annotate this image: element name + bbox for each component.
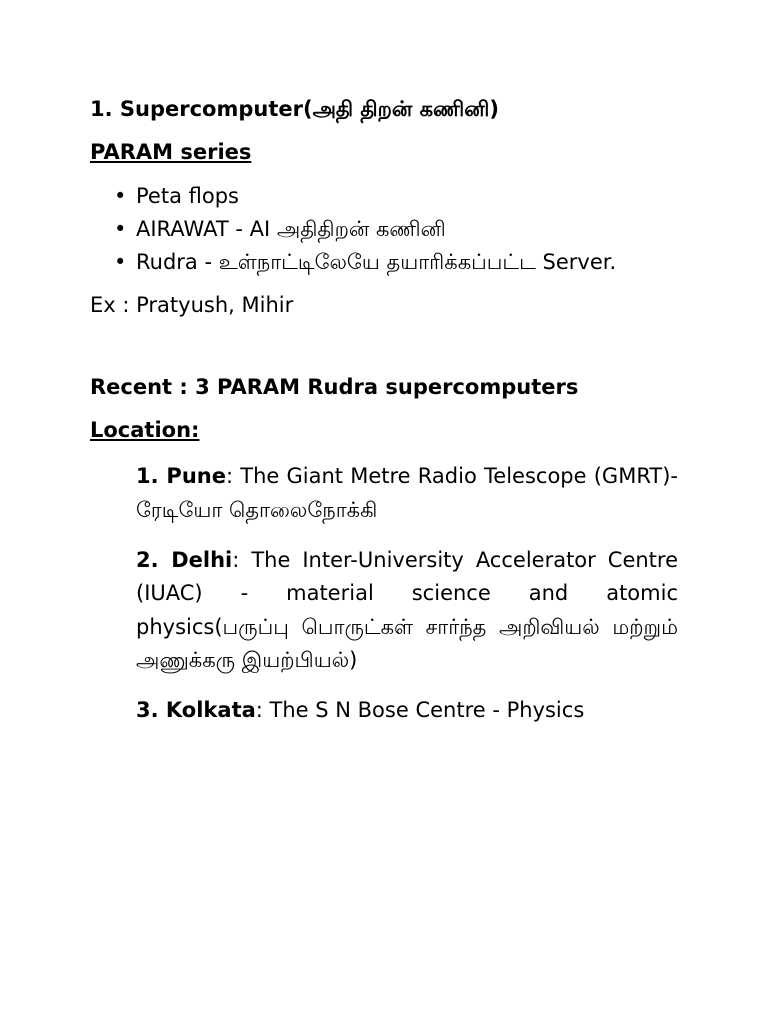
list-item-text: AIRAWAT - AI அதிதிறன் கணினி [136,216,446,241]
location-heading: Location: [90,418,200,443]
location-city: 1. Pune [136,464,226,489]
location-city: 2. Delhi [136,547,233,572]
location-item-delhi [136,544,678,678]
location-city: 3. Kolkata [136,697,256,722]
recent-heading: Recent : 3 PARAM Rudra supercomputers [90,374,579,399]
location-description: : The S N Bose Centre - Physics [255,697,585,722]
bullet-icon: • [114,183,127,208]
bullet-icon: • [114,250,127,275]
spacer [90,336,678,374]
list-item [90,183,678,210]
example-text: Ex : Pratyush, Mihir [90,293,294,318]
param-bullet-list [90,183,678,277]
location-description: : The Giant Metre Radio Telescope (GMRT)- ரேடியோ தொலைநோக்கி [136,464,678,522]
list-item-text: Peta flops [136,183,239,208]
list-item [90,249,678,276]
param-series-heading: PARAM series [90,140,252,165]
page-title: 1. Supercomputer(அதி திறன் கணினி) [90,97,499,121]
location-item-kolkata [136,694,678,728]
list-item-text: Rudra - உள்நாட்டிலேயே தயாரிக்கப்பட்ட Server. [136,250,617,275]
location-description: : The Inter-University Accelerator Centre (IUAC) - material science and atomic physics(பருப்பு பொருட்கள் சார்ந்த அறிவியல் மற்றும் அணுக்கரு இயற்பியல்) [136,547,679,673]
location-item-pune [136,460,678,527]
bullet-icon: • [114,216,127,241]
document-page [90,96,678,744]
list-item [90,216,678,243]
